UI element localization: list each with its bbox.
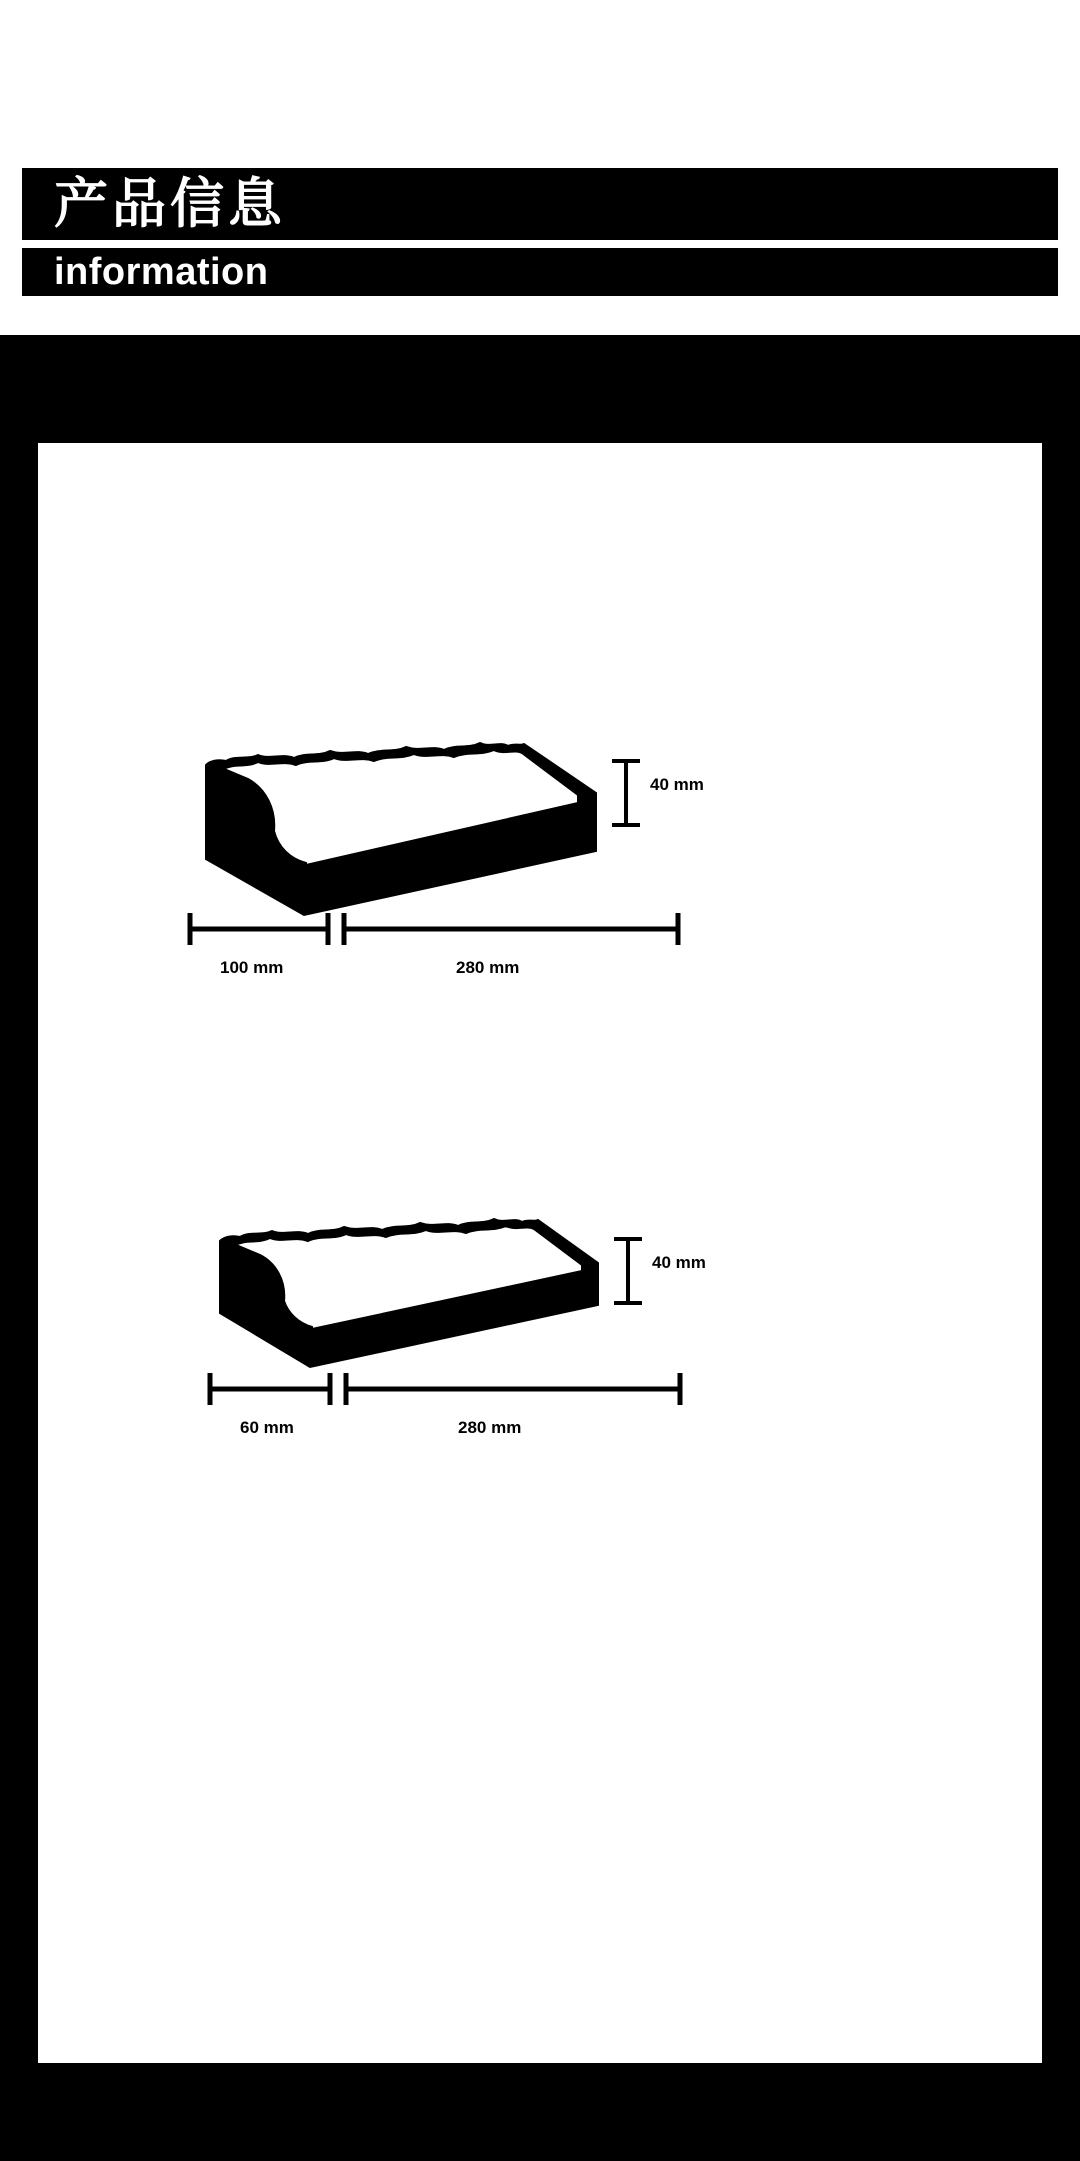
height-dimension-1 — [612, 761, 640, 825]
trough-illustration-1 — [206, 743, 596, 915]
page-title-cn: 产品信息 — [54, 174, 286, 234]
header-bar-primary — [22, 168, 1058, 240]
figure-1-ruler — [38, 903, 1042, 983]
product-dimension-figure-1 — [38, 563, 1042, 983]
width-label-2: 60 mm — [240, 1418, 294, 1437]
header-divider — [22, 240, 1058, 248]
width-label-1: 100 mm — [220, 958, 284, 977]
height-label-1: 40 mm — [650, 775, 704, 794]
page-header — [22, 168, 1058, 296]
length-label-1: 280 mm — [456, 958, 520, 977]
figure-2-ruler — [38, 1363, 1042, 1443]
diagram-canvas — [38, 443, 1042, 2063]
length-label-2: 280 mm — [458, 1418, 522, 1437]
page-title-en: information — [54, 251, 269, 293]
trough-illustration-2 — [220, 1219, 598, 1367]
header-bar-secondary — [22, 248, 1058, 296]
content-panel — [0, 335, 1080, 2161]
height-label-2: 40 mm — [652, 1253, 706, 1272]
product-dimension-figure-2 — [38, 1023, 1042, 1443]
height-dimension-2 — [614, 1239, 642, 1303]
